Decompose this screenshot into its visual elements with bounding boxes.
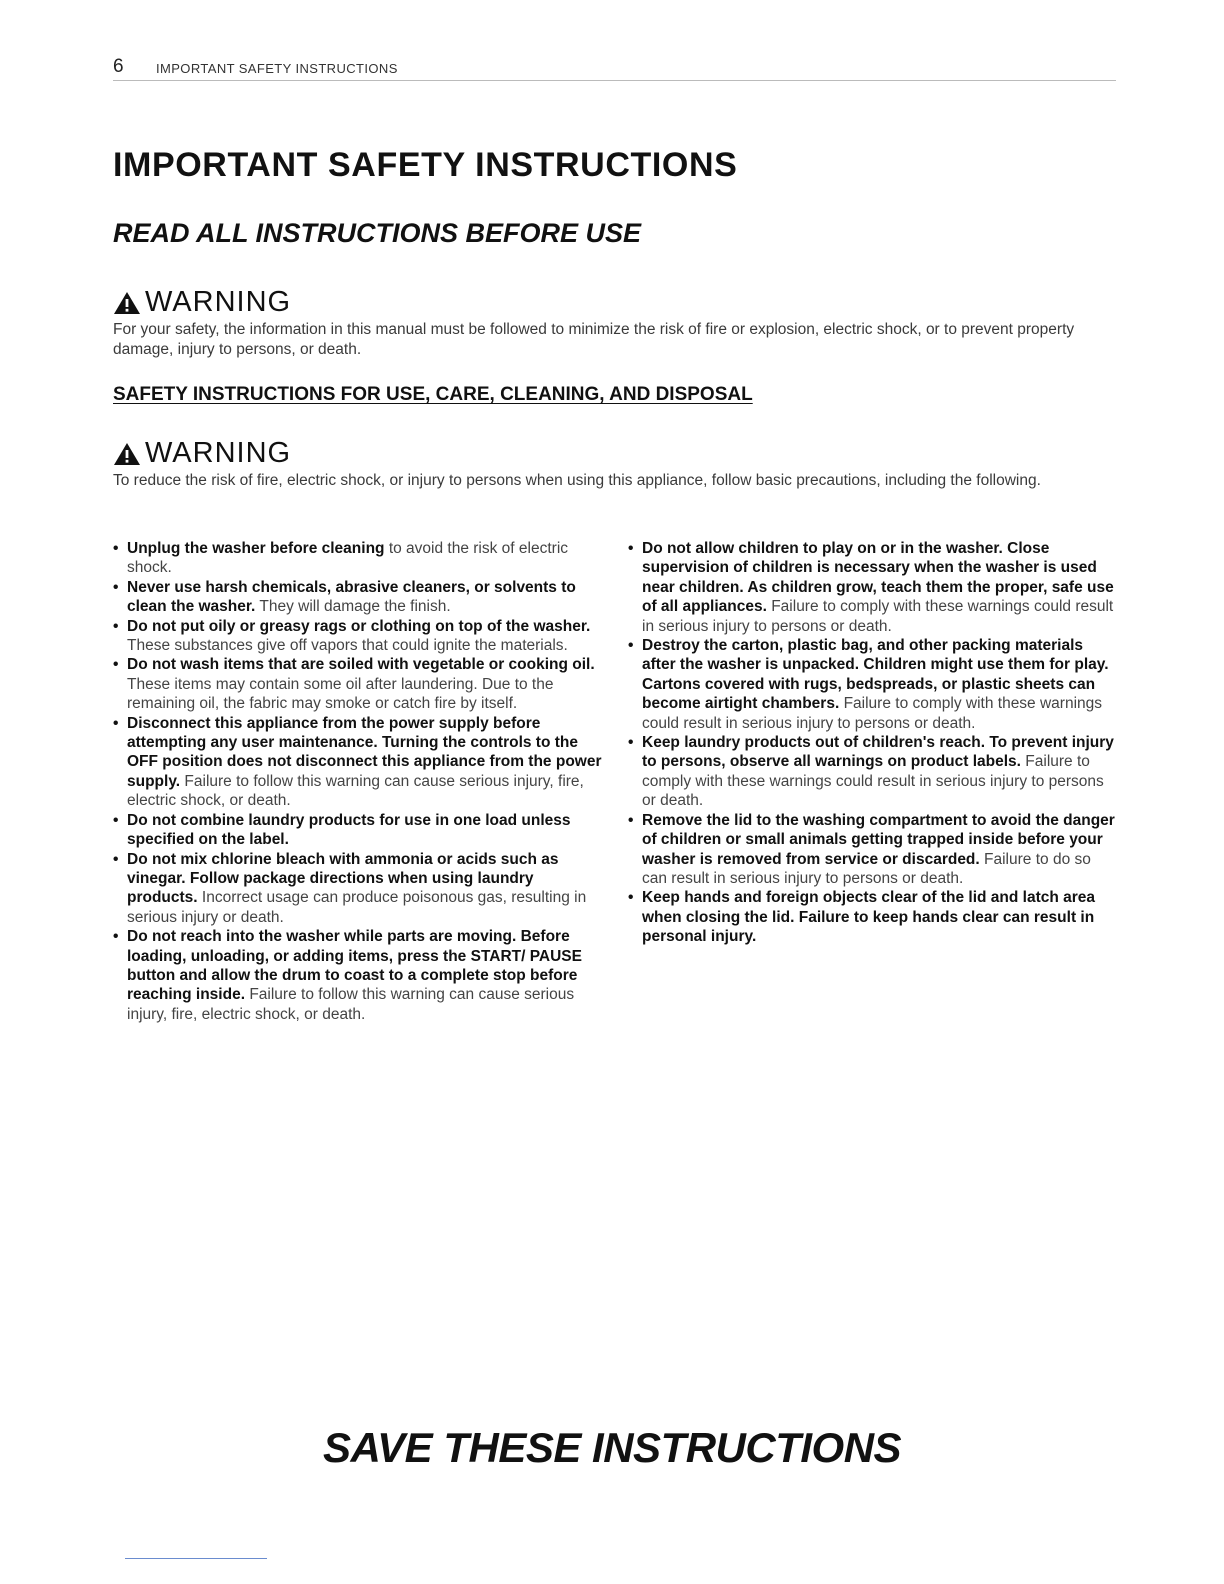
list-item: • Do not reach into the washer while parts are moving. Before loading, unloading, or adding items, press the START/ PAUSE button and allow the drum to coast to a complete stop before reaching inside. Failure to follow this warning can cause serious injury, fire, electric shock, or death. bbox=[113, 928, 582, 1023]
warning-label: WARNING bbox=[145, 437, 292, 469]
bullet-icon: • bbox=[113, 811, 119, 829]
bullet-icon: • bbox=[113, 714, 119, 732]
bullet-icon: • bbox=[628, 734, 634, 752]
bullet-icon: • bbox=[628, 811, 634, 829]
save-instructions-footer: SAVE THESE INSTRUCTIONS bbox=[322, 1424, 902, 1471]
bullet-icon: • bbox=[113, 850, 119, 868]
bullet-icon: • bbox=[113, 540, 119, 557]
warning-text-1: For your safety, the information in this manual must be followed to minimize the risk of fire or explosion, electric shock, or to prevent property damage, injury to persons, or death. bbox=[113, 321, 1075, 358]
warning-triangle-icon bbox=[113, 442, 141, 466]
warning-triangle-icon bbox=[113, 291, 141, 315]
page-subtitle: READ ALL INSTRUCTIONS BEFORE USE bbox=[113, 218, 642, 248]
bullet-icon: • bbox=[113, 617, 119, 635]
page-title: IMPORTANT SAFETY INSTRUCTIONS bbox=[113, 146, 738, 184]
list-item: • Keep hands and foreign objects clear of the lid and latch area when closing the lid. Failure to keep hands clear can result in personal injury. bbox=[628, 889, 1096, 946]
list-item: • Destroy the carton, plastic bag, and other packing materials after the washer is unpacked. Children might use them for play. Cartons covered with rugs, bedspreads, or plastic sheets can become airtight chambers. Failure to comply with these warnings could result in serious injury to persons or death. bbox=[628, 637, 1109, 732]
list-item: • Never use harsh chemicals, abrasive cleaners, or solvents to clean the washer. They will damage the finish. bbox=[113, 578, 576, 616]
list-item: • Do not allow children to play on or in the washer. Close supervision of children is necessary when the washer is used near children. As children grow, teach them the proper, safe use of all appliances. Failure to comply with these warnings could result in serious injury to persons or death. bbox=[628, 540, 1114, 635]
bullet-icon: • bbox=[113, 578, 119, 596]
list-item: • Unplug the washer before cleaning to avoid the risk of electric shock. bbox=[113, 540, 569, 577]
list-item: • Disconnect this appliance from the power supply before attempting any user maintenance. Turning the controls to the OFF position does not disconnect this appliance from the power supply. Failure to follow this warning can cause serious injury, fire, electric shock, or death. bbox=[113, 714, 602, 810]
list-item: • Keep laundry products out of children's reach. To prevent injury to persons, observe all warnings on product labels. Failure to comply with these warnings could result in serious injury to persons or death. bbox=[628, 734, 1114, 810]
running-title: IMPORTANT SAFETY INSTRUCTIONS bbox=[156, 61, 398, 76]
list-item: • Do not wash items that are soiled with vegetable or cooking oil. These items may contain some oil after laundering. Due to the remaining oil, the fabric may smoke or catch fire by itself. bbox=[113, 656, 595, 713]
list-item: • Remove the lid to the washing compartment to avoid the danger of children or small animals getting trapped inside before your washer is removed from service or discarded. Failure to do so can result in serious injury to persons or death. bbox=[628, 811, 1115, 887]
bullet-icon: • bbox=[628, 540, 634, 557]
page-header bbox=[113, 58, 1116, 81]
bullet-icon: • bbox=[113, 928, 119, 946]
list-item: • Do not put oily or greasy rags or clothing on top of the washer. These substances give off vapors that could ignite the materials. bbox=[113, 617, 591, 655]
warning-heading-1 bbox=[113, 286, 291, 319]
bullet-icon: • bbox=[628, 637, 634, 655]
instructions-left-column bbox=[113, 539, 603, 1024]
footer-rule bbox=[125, 1558, 267, 1559]
bullet-icon: • bbox=[113, 656, 119, 674]
warning-text-2: To reduce the risk of fire, electric shock, or injury to persons when using this appliance, follow basic precautions, including the following. bbox=[113, 472, 1041, 489]
list-item: • Do not combine laundry products for use in one load unless specified on the label. bbox=[113, 811, 571, 849]
warning-label: WARNING bbox=[145, 286, 292, 318]
instructions-right-column bbox=[628, 539, 1120, 947]
page-number: 6 bbox=[113, 56, 124, 77]
bullet-icon: • bbox=[628, 889, 634, 907]
warning-heading-2 bbox=[113, 437, 291, 470]
section-heading: SAFETY INSTRUCTIONS FOR USE, CARE, CLEANING, AND DISPOSAL bbox=[113, 384, 753, 405]
list-item: • Do not mix chlorine bleach with ammonia or acids such as vinegar. Follow package directions when using laundry products. Incorrect usage can produce poisonous gas, resulting in serious injury or death. bbox=[113, 850, 587, 926]
